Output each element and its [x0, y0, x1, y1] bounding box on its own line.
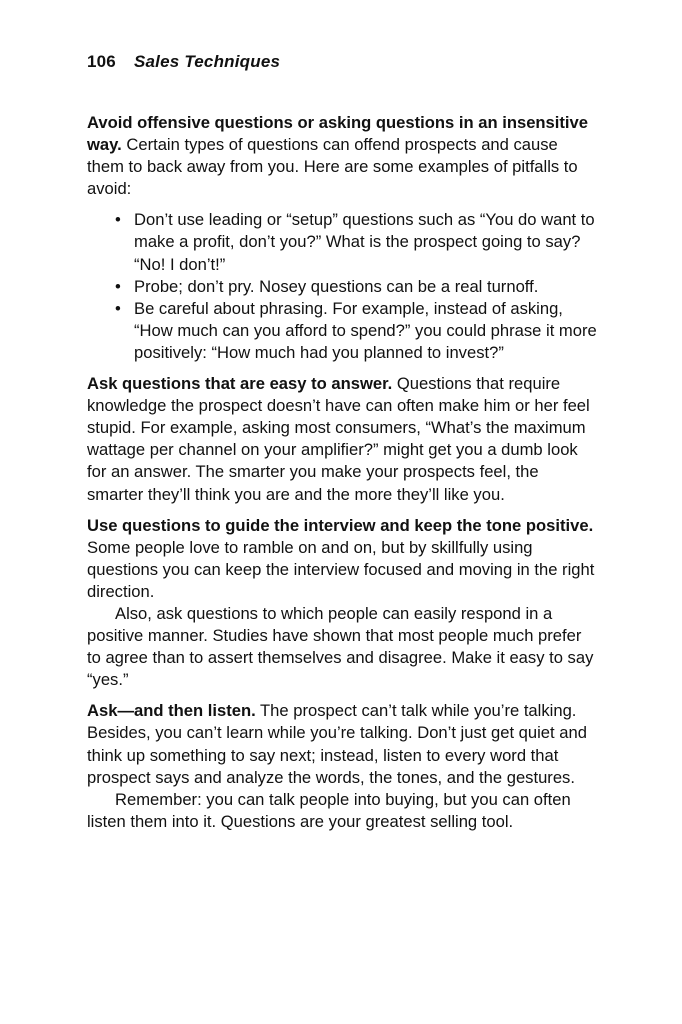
paragraph-body: Some people love to ramble on and on, but by skillfully using questions you can keep the interview focused and moving in the right direction.: [87, 537, 595, 601]
paragraph-listen-followup: Remember: you can talk people into buying, but you can often listen them into it. Questions are your greatest selling tool.: [87, 789, 571, 831]
bullet-icon: •: [115, 210, 121, 230]
paragraph-lead: Avoid offensive questions or asking questions in an insensitive way.: [87, 113, 588, 155]
paragraph-ask-listen: [87, 700, 597, 788]
paragraph-lead: Ask questions that are easy to answer.: [87, 374, 393, 394]
paragraph-guide-interview: [87, 515, 597, 603]
paragraph-body: Questions that require knowledge the prospect doesn’t have can often make him or her feel stupid. For example, asking most consumers, “What’s the maximum wattage per channel on your amplifier?” might get you a dumb look for an answer. The smarter you make your prospects feel, the smarter they’ll think you are and the more they’ll like you.: [87, 374, 590, 504]
paragraph-guide-followup: Also, ask questions to which people can easily respond in a positive manner. Studies have shown that most people much prefer to agree than to assert themselves and disagree. Make it easy to say “yes.”: [87, 603, 594, 690]
list-item-text: Don’t use leading or “setup” questions such as “You do want to make a profit, don’t you?” What is the prospect going to say? “No! I don’t!”: [134, 210, 595, 274]
list-item-text: Probe; don’t pry. Nosey questions can be a real turnoff.: [134, 276, 539, 296]
bullet-list: [87, 209, 597, 364]
paragraph-body: The prospect can’t talk while you’re talking. Besides, you can’t learn while you’re talking. Don’t just get quiet and think up something to say next; instead, listen to every word that prospect says and analyze the words, the tones, and the gestures.: [87, 701, 587, 787]
paragraph-easy-questions: [87, 373, 597, 506]
paragraph-lead: Ask—and then listen.: [87, 701, 256, 721]
bullet-icon: •: [115, 298, 121, 318]
page-number: 106: [87, 52, 116, 71]
list-item: [115, 298, 597, 364]
paragraph-body: Certain types of questions can offend prospects and cause them to back away from you. Here are some examples of pitfalls to avoid:: [87, 135, 578, 199]
list-item: [115, 209, 597, 275]
bullet-icon: •: [115, 276, 121, 296]
running-title: Sales Techniques: [133, 52, 281, 71]
paragraph-lead: Use questions to guide the interview and keep the tone positive.: [87, 515, 594, 535]
list-item: [115, 276, 597, 298]
running-head: [87, 52, 280, 72]
body-text: [87, 112, 597, 842]
paragraph-avoid-offensive: [87, 112, 597, 200]
list-item-text: Be careful about phrasing. For example, instead of asking, “How much can you afford to spend?” you could phrase it more positively: “How much had you planned to invest?”: [134, 298, 597, 362]
